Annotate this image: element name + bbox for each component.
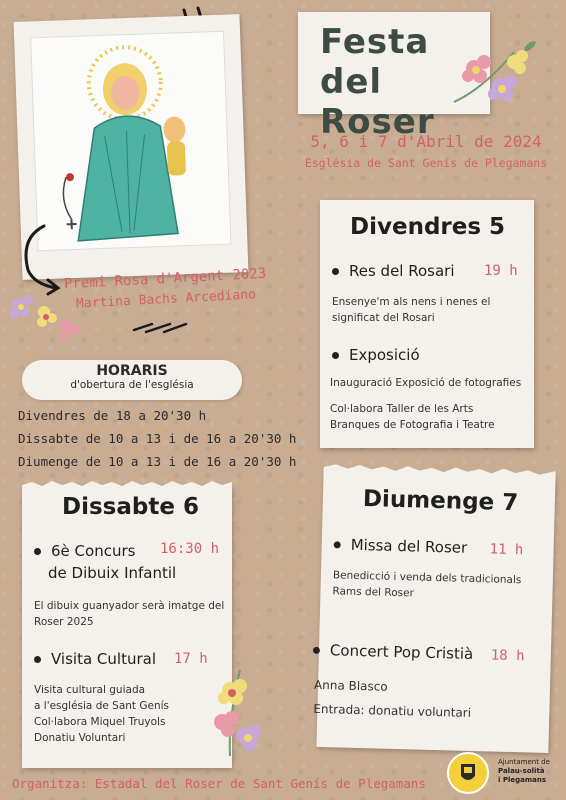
friday-card <box>320 200 534 448</box>
event-name: Exposició <box>349 346 420 364</box>
event-description: Anna Blasco Entrada: donatiu voluntari <box>313 677 472 720</box>
event-time: 17 h <box>174 651 208 667</box>
opening-hours-row: Diumenge de 10 a 13 i de 16 a 20'30 h <box>18 454 297 469</box>
flowers-bottom-decor <box>200 660 270 760</box>
flowers-right-decor <box>444 32 540 114</box>
bullet-icon <box>332 268 339 275</box>
friday-title: Divendres 5 <box>350 214 506 240</box>
organizer-footer: Organitza: Estadal del Roser de Sant Genís de Plegamans <box>12 776 426 791</box>
torn-edge <box>22 480 232 490</box>
event-description: Inauguració Exposició de fotografies Col·labora Taller de les Arts Branques de Fotografia i Teatre <box>330 377 522 431</box>
prize-winner: Martina Bachs Arcediano <box>75 287 257 312</box>
town-hall-name: Ajuntament de Palau-solità i Plegamans <box>498 758 550 784</box>
event-name: Missa del Roser <box>350 535 468 557</box>
event-description: Benedicció i venda dels tradicionals Rams del Roser <box>332 569 522 600</box>
event-rosary <box>332 262 455 280</box>
virgin-mary-drawing <box>31 32 231 252</box>
event-description: Ensenye'm als nens i nenes el significat del Rosari <box>332 296 491 324</box>
event-mass <box>333 535 467 556</box>
event-concert <box>313 641 474 663</box>
event-time: 19 h <box>484 263 518 279</box>
bullet-icon <box>313 647 320 654</box>
event-name-cont: de Dibuix Infantil <box>48 564 177 582</box>
event-place: Església de Sant Genís de Plegamans <box>304 156 548 170</box>
event-cultural-visit <box>34 650 156 668</box>
bullet-icon <box>34 656 41 663</box>
title-line-1: Festa del <box>320 22 430 102</box>
opening-hours-title: HORARIS <box>96 363 168 379</box>
saturday-title: Dissabte 6 <box>62 494 199 520</box>
event-time: 16:30 h <box>160 541 220 557</box>
event-name: Res del Rosari <box>349 262 455 280</box>
bullet-icon <box>34 548 41 555</box>
opening-hours-subtitle: d'obertura de l'església <box>70 379 194 391</box>
torn-edge <box>324 463 556 479</box>
event-description: Visita cultural guiada a l'església de Sant Genís Col·labora Miquel Truyols Donatiu Voluntari <box>34 684 170 744</box>
event-name: Visita Cultural <box>51 650 156 668</box>
bullet-icon <box>332 352 339 359</box>
event-exhibition <box>332 346 420 364</box>
event-dates: 5, 6 i 7 d'Abril de 2024 <box>310 132 542 151</box>
flowers-left-decor <box>4 286 84 340</box>
title-line-2: Roser <box>320 102 435 142</box>
decor-zigzag <box>130 318 190 336</box>
town-hall-logo <box>447 752 489 794</box>
opening-hours-row: Dissabte de 10 a 13 i de 16 a 20'30 h <box>18 431 297 446</box>
opening-hours-row: Divendres de 18 a 20'30 h <box>18 408 207 423</box>
event-name: Concert Pop Cristià <box>329 641 474 663</box>
bullet-icon <box>334 541 341 548</box>
event-name: 6è Concurs <box>51 542 136 560</box>
event-time: 18 h <box>490 647 525 665</box>
drawing-area <box>30 31 231 252</box>
sunday-card <box>313 469 555 753</box>
prize-title: Premi Rosa d'Argent 2023 <box>63 265 267 293</box>
event-time: 11 h <box>489 541 524 559</box>
event-drawing-contest <box>34 540 176 584</box>
shield-icon <box>449 754 487 792</box>
event-description: El dibuix guanyador serà imatge del Roser 2025 <box>34 600 225 628</box>
opening-hours-header <box>22 360 242 400</box>
sunday-title: Diumenge 7 <box>362 486 519 517</box>
